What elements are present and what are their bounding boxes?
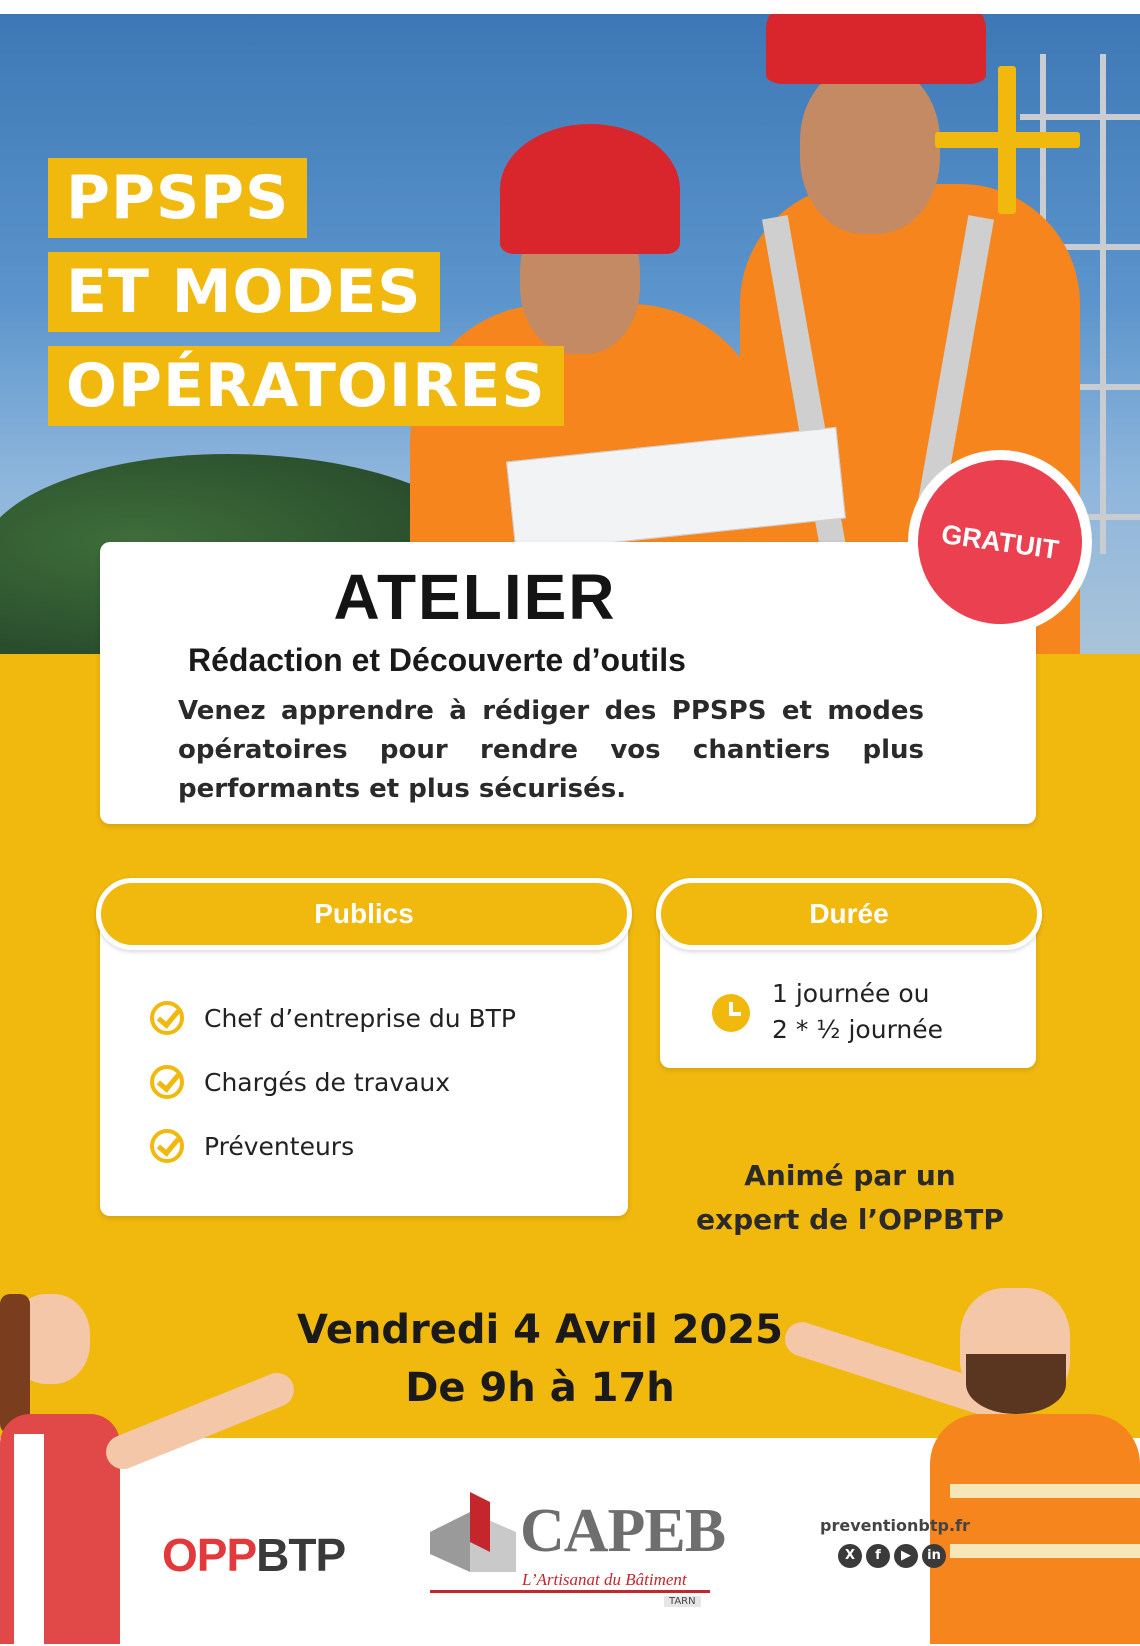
social-icons xyxy=(838,1544,946,1568)
title-line-1: PPSPS xyxy=(48,158,307,238)
linkedin-icon[interactable]: in xyxy=(922,1544,946,1568)
animator-line-2: expert de l’OPPBTP xyxy=(696,1203,1004,1236)
clock-icon xyxy=(712,994,750,1032)
duree-text xyxy=(772,976,943,1048)
event-date: Vendredi 4 Avril 2025 xyxy=(297,1307,783,1353)
atelier-description: Venez apprendre à rédiger des PPSPS et modes opératoires pour rendre vos chantiers plus performants et plus sécurisés. xyxy=(178,696,924,804)
event-datetime xyxy=(280,1302,800,1418)
capeb-logo-text: CAPEB xyxy=(520,1497,726,1565)
duree-line-1: 1 journée ou xyxy=(772,979,930,1008)
check-circle-icon xyxy=(150,1065,184,1099)
animator-note xyxy=(690,1154,1010,1242)
list-item xyxy=(150,1050,516,1114)
list-item xyxy=(150,1114,516,1178)
badge-label: GRATUIT xyxy=(907,449,1092,634)
atelier-title: ATELIER xyxy=(333,561,617,633)
publics-heading: Publics xyxy=(96,878,632,950)
list-item-label: Préventeurs xyxy=(204,1131,355,1161)
list-item-label: Chargés de travaux xyxy=(204,1067,451,1097)
event-hours: De 9h à 17h xyxy=(405,1365,675,1411)
capeb-underline xyxy=(430,1590,710,1593)
capeb-tagline: L’Artisanat du Bâtiment xyxy=(522,1570,687,1589)
atelier-card xyxy=(100,542,1036,824)
title-line-2: ET MODES xyxy=(48,252,440,332)
prevention-link[interactable]: preventionbtp.fr xyxy=(820,1516,970,1535)
cartoon-woman xyxy=(0,1234,240,1644)
duree-heading: Durée xyxy=(656,878,1042,950)
gratuit-badge xyxy=(908,450,1092,634)
atelier-subtitle: Rédaction et Découverte d’outils xyxy=(188,642,686,678)
oppbtp-logo: OPPBTP xyxy=(162,1529,346,1581)
youtube-icon[interactable]: ▶ xyxy=(894,1544,918,1568)
cartoon-man xyxy=(780,1244,1140,1644)
capeb-region: TARN xyxy=(664,1596,701,1607)
duree-line-2: 2 * ½ journée xyxy=(772,1015,944,1044)
check-circle-icon xyxy=(150,1001,184,1035)
list-item xyxy=(150,986,516,1050)
poster xyxy=(0,14,1140,1644)
list-item-label: Chef d’entreprise du BTP xyxy=(204,1003,516,1033)
capeb-logo-mark xyxy=(430,1492,516,1572)
title-line-3: OPÉRATOIRES xyxy=(48,346,564,426)
check-circle-icon xyxy=(150,1129,184,1163)
animator-line-1: Animé par un xyxy=(744,1159,956,1192)
facebook-icon[interactable]: f xyxy=(866,1544,890,1568)
x-icon[interactable]: X xyxy=(838,1544,862,1568)
publics-list xyxy=(150,986,516,1178)
